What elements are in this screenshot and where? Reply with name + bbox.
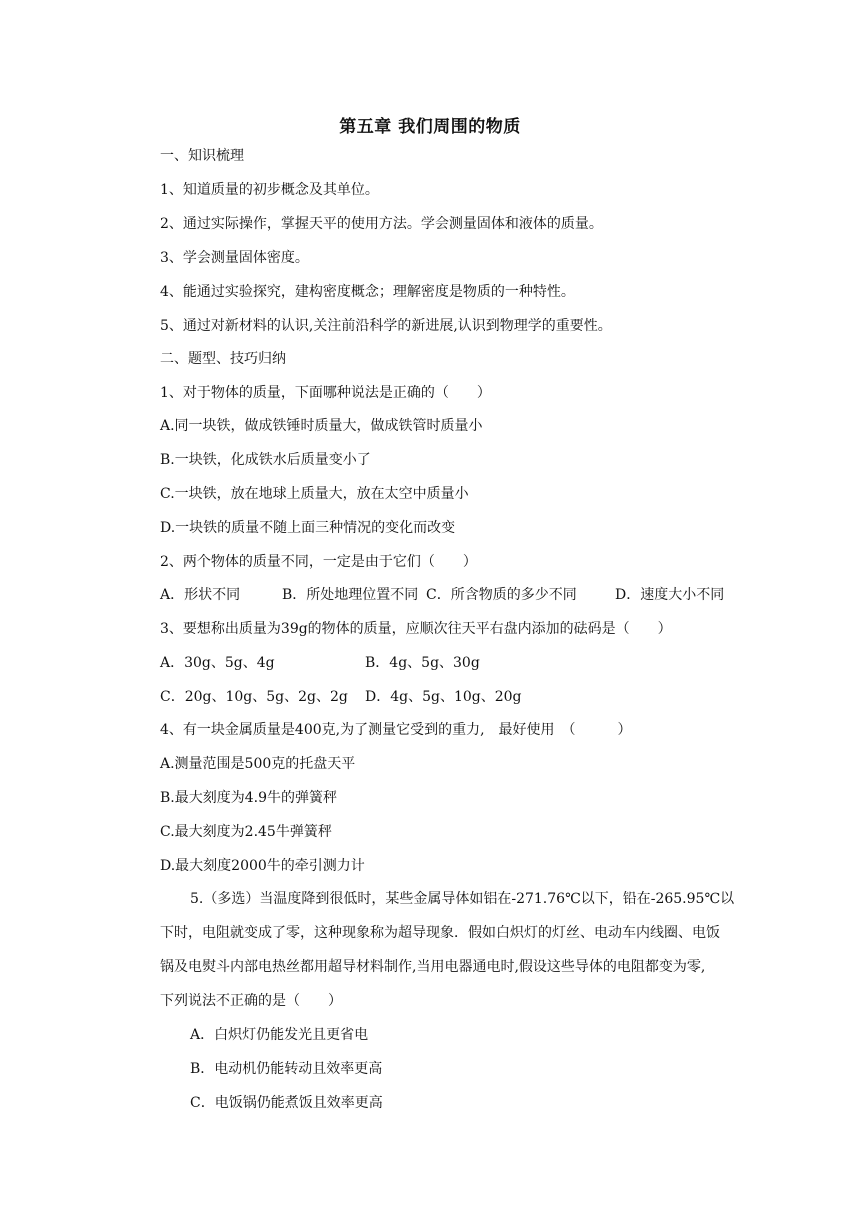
knowledge-item-3: 3、学会测量固体密度。 xyxy=(160,250,309,266)
question-2-option-a: A．形状不同 xyxy=(160,587,241,603)
question-1-stem: 1、对于物体的质量，下面哪种说法是正确的（ ） xyxy=(160,385,491,401)
question-2-option-c: C．所含物质的多少不同 xyxy=(426,587,577,603)
question-1-option-c: C.一块铁，放在地球上质量大，放在太空中质量小 xyxy=(160,486,469,502)
question-1-option-b: B.一块铁，化成铁水后质量变小了 xyxy=(160,452,371,468)
chapter-title: 第五章 我们周围的物质 xyxy=(339,117,521,137)
knowledge-item-4: 4、能通过实验探究，建构密度概念；理解密度是物质的一种特性。 xyxy=(160,284,575,300)
question-3-option-b: B．4g、5g、30g xyxy=(365,655,480,671)
question-5-stem-line-2: 下时，电阻就变成了零，这种现象称为超导现象．假如白炽灯的灯丝、电动车内线圈、电饭 xyxy=(160,925,720,941)
section-heading-knowledge: 一、知识梳理 xyxy=(160,148,244,164)
question-2-stem: 2、两个物体的质量不同，一定是由于它们（ ） xyxy=(160,554,477,570)
question-2-option-d: D．速度大小不同 xyxy=(615,587,725,603)
question-5-stem-line-4: 下列说法不正确的是（ ） xyxy=(160,993,342,1009)
question-1-option-a: A.同一块铁，做成铁锤时质量大，做成铁管时质量小 xyxy=(160,418,483,434)
question-5-option-c: C．电饭锅仍能煮饭且效率更高 xyxy=(190,1095,383,1111)
knowledge-item-5: 5、通过对新材料的认识,关注前沿科学的新进展,认识到物理学的重要性。 xyxy=(160,318,612,334)
question-4-option-a: A.测量范围是500克的托盘天平 xyxy=(160,756,356,772)
question-4-option-d: D.最大刻度2000牛的牵引测力计 xyxy=(160,858,365,874)
question-3-option-c: C．20g、10g、5g、2g、2g xyxy=(160,689,348,705)
question-2-option-b: B．所处地理位置不同 xyxy=(282,587,419,603)
question-5-stem-line-3: 锅及电熨斗内部电热丝都用超导材料制作,当用电器通电时,假设这些导体的电阻都变为零, xyxy=(160,959,706,975)
question-4-option-b: B.最大刻度为4.9牛的弹簧秤 xyxy=(160,790,338,806)
knowledge-item-1: 1、知道质量的初步概念及其单位。 xyxy=(160,182,379,198)
knowledge-item-2: 2、通过实际操作，掌握天平的使用方法。学会测量固体和液体的质量。 xyxy=(160,216,603,232)
question-5-stem-line-1: 5.（多选）当温度降到很低时，某些金属导体如铝在-271.76℃以下，铅在-265.95℃以 xyxy=(190,891,735,907)
question-4-option-c: C.最大刻度为2.45牛弹簧秤 xyxy=(160,824,332,840)
section-heading-techniques: 二、题型、技巧归纳 xyxy=(160,351,286,367)
question-3-stem: 3、要想称出质量为39g的物体的质量，应顺次往天平右盘内添加的砝码是（ ） xyxy=(160,621,672,637)
question-5-option-b: B．电动机仍能转动且效率更高 xyxy=(190,1061,383,1077)
question-3-option-a: A．30g、5g、4g xyxy=(160,655,275,671)
question-5-option-a: A．白炽灯仍能发光且更省电 xyxy=(190,1027,369,1043)
question-4-stem: 4、有一块金属质量是400克,为了测量它受到的重力, 最好使用 （ ） xyxy=(160,722,632,738)
question-1-option-d: D.一块铁的质量不随上面三种情况的变化而改变 xyxy=(160,520,456,536)
question-3-option-d: D．4g、5g、10g、20g xyxy=(365,689,522,705)
